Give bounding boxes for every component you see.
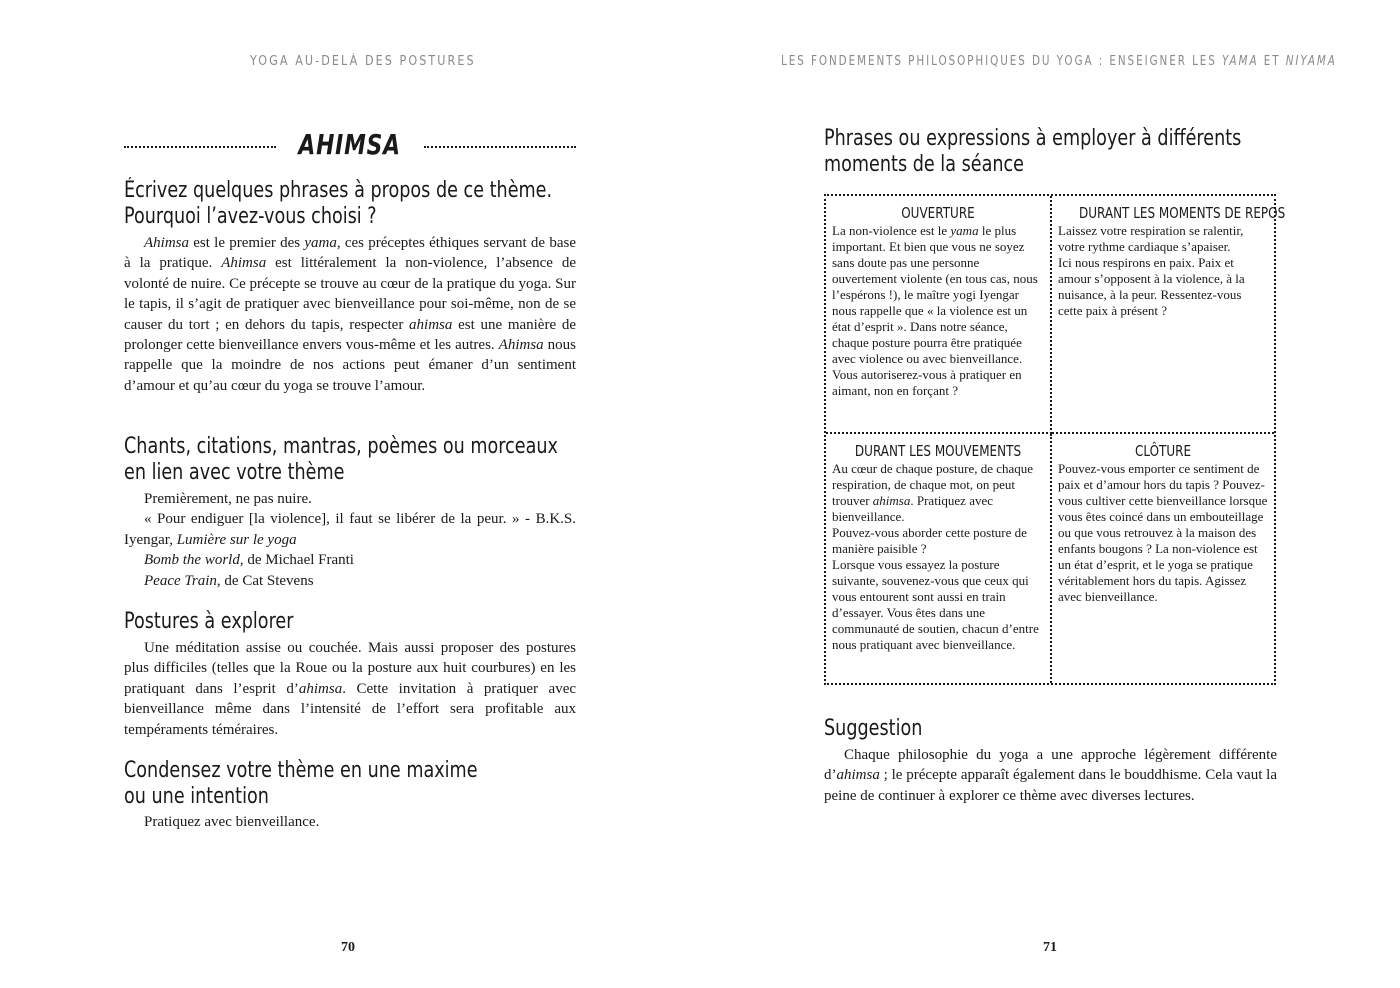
right-page bbox=[700, 0, 1400, 988]
paragraph-text bbox=[824, 745, 1277, 806]
text-run: ET bbox=[1258, 54, 1286, 69]
cell-paragraph bbox=[1058, 223, 1268, 255]
text-run: Lorsque vous essayez la posture suivante, souvenez-vous que ceux qui vous entourent sont aussi en train d’essayer. Vous êtes dans une communauté de soutien, chacun d’entre nous pratiquant avec bienveillance. bbox=[832, 557, 1039, 652]
heading-phrases bbox=[824, 126, 1241, 178]
text-run: ahimsa bbox=[836, 767, 880, 784]
text-run: nous rappelle que la moindre de nos actions peut émaner d’un sentiment d’amour et qu’au cœur du yoga se trouve l’amour. bbox=[124, 337, 576, 394]
cell-title: OUVERTURE bbox=[901, 204, 975, 222]
song-line bbox=[124, 550, 576, 570]
text-run: Ahimsa bbox=[221, 255, 267, 272]
text-run: LES FONDEMENTS PHILOSOPHIQUES DU YOGA : ENSEIGNER LES bbox=[781, 54, 1223, 69]
text-run: ahimsa bbox=[872, 493, 911, 508]
page-number: 70 bbox=[341, 940, 355, 955]
paragraph-suggestion bbox=[824, 745, 1277, 806]
text-run: est le premier des bbox=[189, 235, 305, 251]
running-head-left: YOGA AU-DELÀ DES POSTURES bbox=[250, 54, 476, 69]
cell-paragraph bbox=[1058, 461, 1268, 605]
heading-line: en lien avec votre thème bbox=[124, 460, 345, 485]
cell-paragraph bbox=[832, 557, 1044, 653]
text-run: Pouvez-vous emporter ce sentiment de paix et d’amour hors du tapis ? Pouvez-vous cultiver cette bienveillance lorsque vous êtes coincé dans un embouteillage ou que vous retrouvez à la maison des enfants bougons ? La non-violence est un état d’esprit, et le yoga se pratique véritablement hors du tapis. Agissez avec bienveillance. bbox=[1058, 461, 1268, 604]
grid-cell-opening bbox=[826, 196, 1052, 434]
quote-iyengar bbox=[124, 509, 576, 550]
heading-line: Chants, citations, mantras, poèmes ou morceaux bbox=[124, 434, 558, 459]
heading-line: Pourquoi l’avez-vous choisi ? bbox=[124, 204, 377, 229]
text-run: Ahimsa bbox=[498, 337, 544, 354]
text-run: yama bbox=[950, 223, 979, 238]
heading-write-sentences bbox=[124, 178, 552, 230]
paragraph-postures bbox=[124, 638, 576, 740]
heading-chants-quotes bbox=[124, 434, 558, 486]
heading-line: moments de la séance bbox=[824, 152, 1025, 177]
section-title-row bbox=[124, 124, 576, 164]
cell-paragraph bbox=[832, 223, 1044, 399]
song-artist: , de Michael Franti bbox=[239, 552, 354, 569]
song-line bbox=[124, 571, 576, 591]
cell-text bbox=[832, 223, 1044, 399]
cell-title: CLÔTURE bbox=[1134, 442, 1192, 460]
text-run: Chaque philosophie du yoga a une approche légèrement différente d’ bbox=[824, 747, 1277, 784]
phrases-grid bbox=[824, 194, 1286, 685]
cell-title: DURANT LES MOUVEMENTS bbox=[854, 442, 1022, 460]
heading-line: Condensez votre thème en une maxime bbox=[124, 758, 478, 783]
cell-text bbox=[832, 461, 1044, 653]
heading-suggestion: Suggestion bbox=[824, 716, 923, 741]
text-run: Laissez votre respiration se ralentir, votre rythme cardiaque s’apaiser. bbox=[1058, 223, 1244, 254]
cell-text bbox=[1058, 223, 1268, 319]
quote-text: « Pour endiguer [la violence], il faut se libérer de la peur. » - B.K.S. Iyengar, bbox=[124, 511, 576, 548]
cell-paragraph bbox=[832, 461, 1044, 525]
cell-paragraph bbox=[1058, 255, 1268, 319]
heading-line: Écrivez quelques phrases à propos de ce thème. bbox=[124, 178, 553, 203]
text-run: Au cœur de chaque posture, de chaque respiration, de chaque mot, on peut trouver bbox=[832, 461, 1034, 508]
song-title: Peace Train bbox=[144, 572, 217, 589]
cell-paragraph bbox=[832, 525, 1044, 557]
heading-maxime bbox=[124, 758, 478, 810]
text-run: est une manière de prolonger cette bienveillance envers vous-même et les autres. bbox=[124, 316, 576, 354]
heading-postures: Postures à explorer bbox=[124, 609, 294, 634]
text-run: Une méditation assise ou couchée. Mais aussi proposer des postures plus difficiles (telles que la Roue ou la posture aux huit courbures) en les pratiquant dans l’esprit d’ bbox=[124, 640, 576, 697]
paragraph-maxime bbox=[124, 812, 576, 832]
text-run: La non-violence est le bbox=[832, 223, 951, 238]
text-run: Ici nous respirons en paix. Paix et amour s’opposent à la violence, à la nuisance, à la peur. Ressentez-vous cette paix à présent ? bbox=[1058, 255, 1245, 318]
text-run: Ahimsa bbox=[144, 235, 189, 251]
grid-cell-closing bbox=[1052, 434, 1274, 683]
song-title: Bomb the world bbox=[144, 552, 240, 569]
text-run: ahimsa bbox=[409, 316, 453, 333]
text-run: est littéralement la non-violence, l’absence de volonté de nuire. Ce précepte se trouve au cœur de la pratique du yoga. Sur le tapis, il s’agit de pratiquer avec bienveillance pour soi-même, non de se causer du tort ; en dehors du tapis, respecter bbox=[124, 255, 576, 333]
paragraph-text: Pratiquez avec bienveillance. bbox=[144, 814, 320, 830]
section-title: AHIMSA bbox=[298, 127, 402, 161]
page-number: 71 bbox=[1043, 940, 1057, 955]
running-head-right bbox=[781, 54, 1337, 69]
text-run: ahimsa bbox=[298, 680, 343, 697]
quote-source: Lumière sur le yoga bbox=[176, 531, 297, 548]
grid-cell-movements bbox=[826, 434, 1052, 683]
text-run: ces préceptes éthiques servant de base à la pratique. bbox=[124, 235, 576, 272]
text-run: Pouvez-vous aborder cette posture de manière paisible ? bbox=[832, 525, 1027, 556]
text-run: NIYAMA bbox=[1285, 54, 1337, 69]
paragraph-text bbox=[124, 233, 576, 396]
title-dotted-rule-right bbox=[424, 146, 576, 148]
text-run: yama, bbox=[304, 235, 341, 251]
heading-line: Phrases ou expressions à employer à différents bbox=[824, 126, 1242, 151]
text-run: le plus important. Et bien que vous ne soyez sans doute pas une personne ouvertement violente (en tous cas, nous l’espérons !), le maître yogi Iyengar nous rappelle que « la violence est un état d’esprit ». Dans notre séance, chaque posture pourra être pratiquée avec violence ou avec bienveillance. Vous autoriserez-vous à pratiquer en aimant, non en forçant ? bbox=[832, 223, 1038, 398]
title-dotted-rule-left bbox=[124, 146, 276, 148]
text-run: ; le précepte apparaît également dans le bouddhisme. Cela vaut la peine de continuer à explorer ce thème avec diverses lectures. bbox=[824, 767, 1277, 804]
text-run: . Pratiquez avec bienveillance. bbox=[832, 493, 994, 524]
text-run: . Cette invitation à pratiquer avec bienveillance même dans l’intensité de l’effort sera profitable aux tempéraments téméraires. bbox=[124, 680, 577, 738]
quote-line: Premièrement, ne pas nuire. bbox=[144, 491, 312, 507]
song-artist: , de Cat Stevens bbox=[216, 572, 314, 589]
cell-title: DURANT LES MOMENTS DE REPOS bbox=[1079, 204, 1286, 222]
paragraph-text bbox=[124, 638, 576, 740]
quotes-list bbox=[124, 489, 576, 591]
cell-text bbox=[1058, 461, 1268, 605]
grid-cell-rest bbox=[1052, 196, 1286, 434]
text-run: YAMA bbox=[1222, 54, 1259, 69]
paragraph-theme-description bbox=[124, 233, 576, 396]
heading-line: ou une intention bbox=[124, 784, 269, 809]
